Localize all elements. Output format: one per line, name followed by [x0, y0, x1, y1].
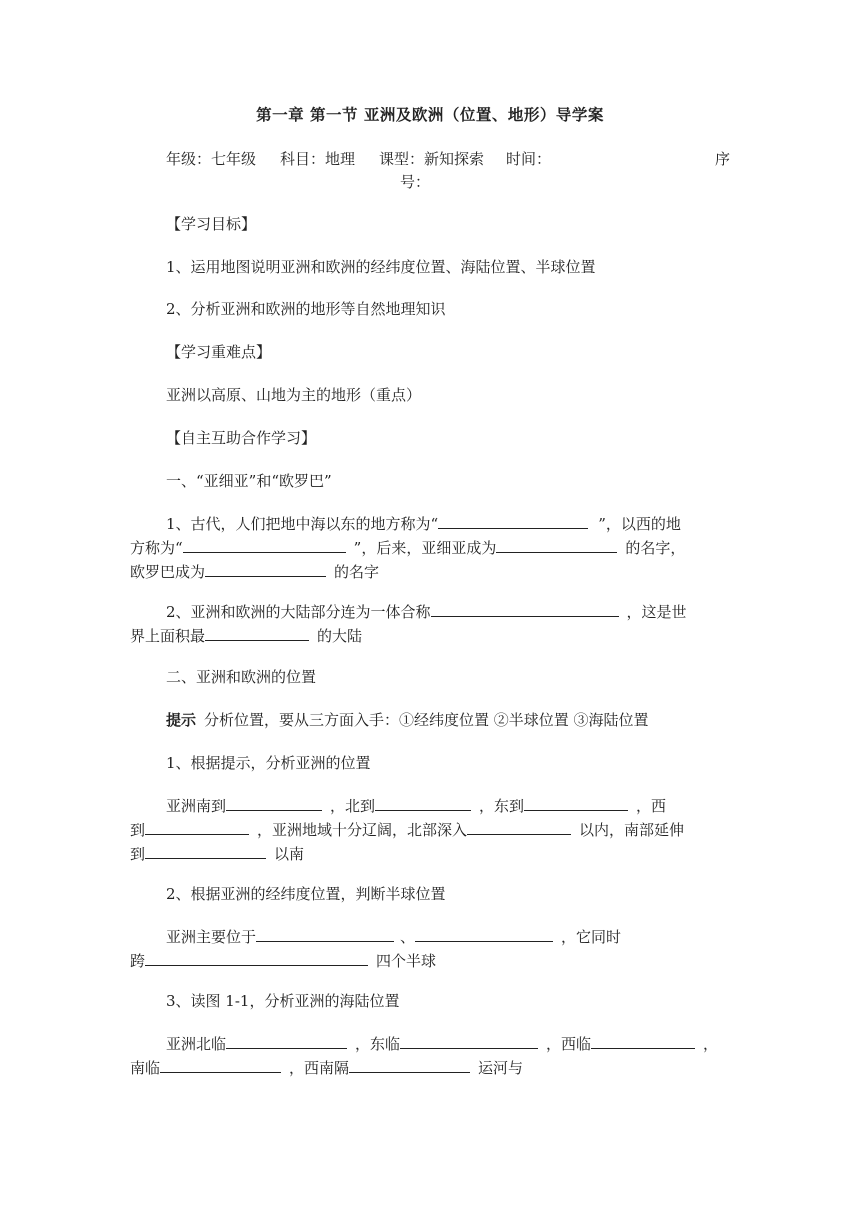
subsection-3-line-1: 亚洲北临 ，东临 ，西临 ，: [166, 1035, 719, 1053]
time-label: 时间：: [506, 150, 552, 168]
blank-field[interactable]: [226, 1033, 347, 1049]
blank-field[interactable]: [183, 537, 346, 553]
cooperative-learning-header: 【自主互助合作学习】: [166, 429, 317, 447]
blank-field[interactable]: [349, 1057, 470, 1073]
subsection-2-line-1: 亚洲主要位于 、 ，它同时: [166, 928, 622, 946]
question-1-line-1: 1、古代，人们把地中海以东的地方称为“ ”，以西的地: [166, 515, 681, 533]
page-title: 第一章 第一节 亚洲及欧洲（位置、地形）导学案: [256, 106, 604, 124]
blank-field[interactable]: [375, 795, 471, 811]
section-1-title: 一、“亚细亚”和“欧罗巴”: [166, 472, 332, 490]
goals-header: 【学习目标】: [166, 215, 257, 233]
blank-field[interactable]: [467, 819, 571, 835]
seq-label-1: 序: [715, 150, 731, 168]
blank-field[interactable]: [160, 1057, 281, 1073]
question-2-line-2: 界上面积最 的大陆: [130, 627, 363, 645]
subsection-1-line-1: 亚洲南到 ，北到 ，东到 ，西: [166, 797, 667, 815]
lesson-type-label: 课型：新知探索: [379, 150, 485, 168]
hint-line: [130, 708, 730, 732]
blank-field[interactable]: [431, 601, 619, 617]
hint-text: 分析位置，要从三方面入手：①经纬度位置 ②半球位置 ③海陆位置: [204, 711, 649, 729]
blank-field[interactable]: [591, 1033, 695, 1049]
info-line: [130, 147, 730, 171]
key-points-text: 亚洲以高原、山地为主的地形（重点）: [166, 386, 422, 404]
question-2-line-1: 2、亚洲和欧洲的大陆部分连为一体合称 ，这是世: [166, 603, 687, 621]
grade-label: 年级：七年级: [166, 150, 257, 168]
key-points-header: 【学习重难点】: [166, 343, 272, 361]
blank-field[interactable]: [145, 819, 249, 835]
question-1-line-2: 方称为“ ”，后来，亚细亚成为 的名字，: [130, 539, 686, 557]
blank-field[interactable]: [524, 795, 628, 811]
blank-field[interactable]: [226, 795, 322, 811]
subsection-3-title: 3、读图 1-1，分析亚洲的海陆位置: [166, 992, 400, 1010]
subsection-1-title: 1、根据提示，分析亚洲的位置: [166, 754, 371, 772]
section-2-title: 二、亚洲和欧洲的位置: [166, 668, 317, 686]
blank-field[interactable]: [205, 561, 326, 577]
question-1-line-3: 欧罗巴成为 的名字: [130, 563, 380, 581]
subsection-2-title: 2、根据亚洲的经纬度位置，判断半球位置: [166, 885, 446, 903]
blank-field[interactable]: [145, 843, 266, 859]
blank-field[interactable]: [145, 950, 368, 966]
subsection-2-line-2: 跨 四个半球: [130, 952, 437, 970]
subsection-1-line-2: 到 ，亚洲地域十分辽阔，北部深入 以内，南部延伸: [130, 821, 685, 839]
subject-label: 科目：地理: [280, 150, 356, 168]
blank-field[interactable]: [415, 926, 553, 942]
blank-field[interactable]: [205, 625, 309, 641]
goal-2: 2、分析亚洲和欧洲的地形等自然地理知识: [166, 300, 446, 318]
seq-label-2: 号：: [400, 173, 431, 191]
subsection-1-line-3: 到 以南: [130, 845, 305, 863]
blank-field[interactable]: [256, 926, 394, 942]
blank-field[interactable]: [438, 513, 588, 529]
goal-1: 1、运用地图说明亚洲和欧洲的经纬度位置、海陆位置、半球位置: [166, 258, 596, 276]
blank-field[interactable]: [400, 1033, 538, 1049]
hint-label: 提示: [166, 711, 197, 729]
subsection-3-line-2: 南临 ，西南隔 运河与: [130, 1059, 524, 1077]
blank-field[interactable]: [496, 537, 617, 553]
